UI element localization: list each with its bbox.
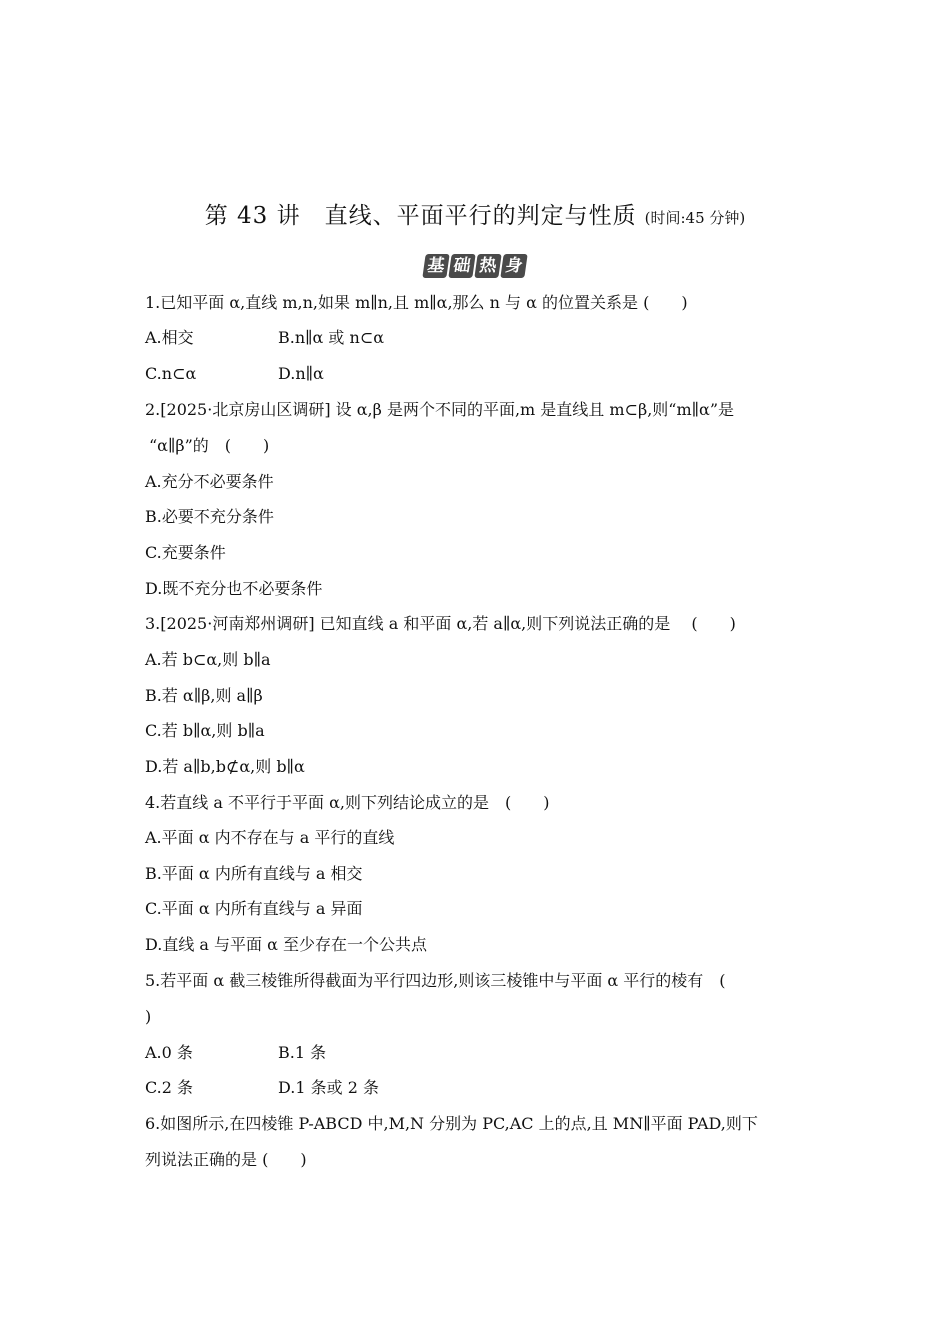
option-a: A.若 b⊂α,则 b∥a [145,650,271,669]
question-6-cont: 列说法正确的是 ( ) [145,1150,307,1169]
option-d: D.既不充分也不必要条件 [145,579,323,598]
page-title [0,197,950,230]
question-6: 6.如图所示,在四棱锥 P-ABCD 中,M,N 分别为 PC,AC 上的点,且 MN∥平面 PAD,则下 [145,1114,758,1133]
question-3: 3.[2025·河南郑州调研] 已知直线 a 和平面 α,若 a∥α,则下列说法正确的是 ( ) [145,614,736,633]
question-5: 5.若平面 α 截三棱锥所得截面为平行四边形,则该三棱锥中与平面 α 平行的棱有 ( [145,971,726,990]
option-c: C.平面 α 内所有直线与 a 异面 [145,899,363,918]
question-1: 1.已知平面 α,直线 m,n,如果 m∥n,且 m∥α,那么 n 与 α 的位置关系是 ( ) [145,293,688,312]
question-5-cont: ) [145,1007,152,1026]
badge-char: 础 [448,254,475,278]
section-badge [424,254,526,278]
option-c: C.2 条 [145,1078,194,1097]
badge-char: 身 [500,254,527,278]
option-a: A.相交 [145,328,194,347]
option-b: B.平面 α 内所有直线与 a 相交 [145,864,363,883]
option-row [145,327,194,349]
option-c: C.若 b∥α,则 b∥a [145,721,265,740]
option-c: C.n⊂α [145,364,197,383]
title-time: (时间:45 分钟) [644,209,746,227]
option-d: D.1 条或 2 条 [278,1078,379,1097]
option-b: B.若 α∥β,则 a∥β [145,686,263,705]
option-d: D.n∥α [278,364,324,383]
option-a: A.平面 α 内不存在与 a 平行的直线 [145,828,395,847]
option-a: A.0 条 [145,1043,193,1062]
option-b: B.n∥α 或 n⊂α [278,328,385,347]
title-main: 第 43 讲 直线、平面平行的判定与性质 [204,203,637,229]
badge-char: 基 [422,254,449,278]
option-c: C.充要条件 [145,543,226,562]
question-2-cont: “α∥β”的 ( ) [149,436,270,455]
option-a: A.充分不必要条件 [145,472,274,491]
option-d: D.若 a∥b,b⊄α,则 b∥α [145,757,305,776]
option-b: B.1 条 [278,1043,327,1062]
badge-char: 热 [474,254,501,278]
option-d: D.直线 a 与平面 α 至少存在一个公共点 [145,935,428,954]
question-4: 4.若直线 a 不平行于平面 α,则下列结论成立的是 ( ) [145,793,550,812]
question-2: 2.[2025·北京房山区调研] 设 α,β 是两个不同的平面,m 是直线且 m⊂β,则“m∥α”是 [145,400,735,419]
option-b: B.必要不充分条件 [145,507,274,526]
